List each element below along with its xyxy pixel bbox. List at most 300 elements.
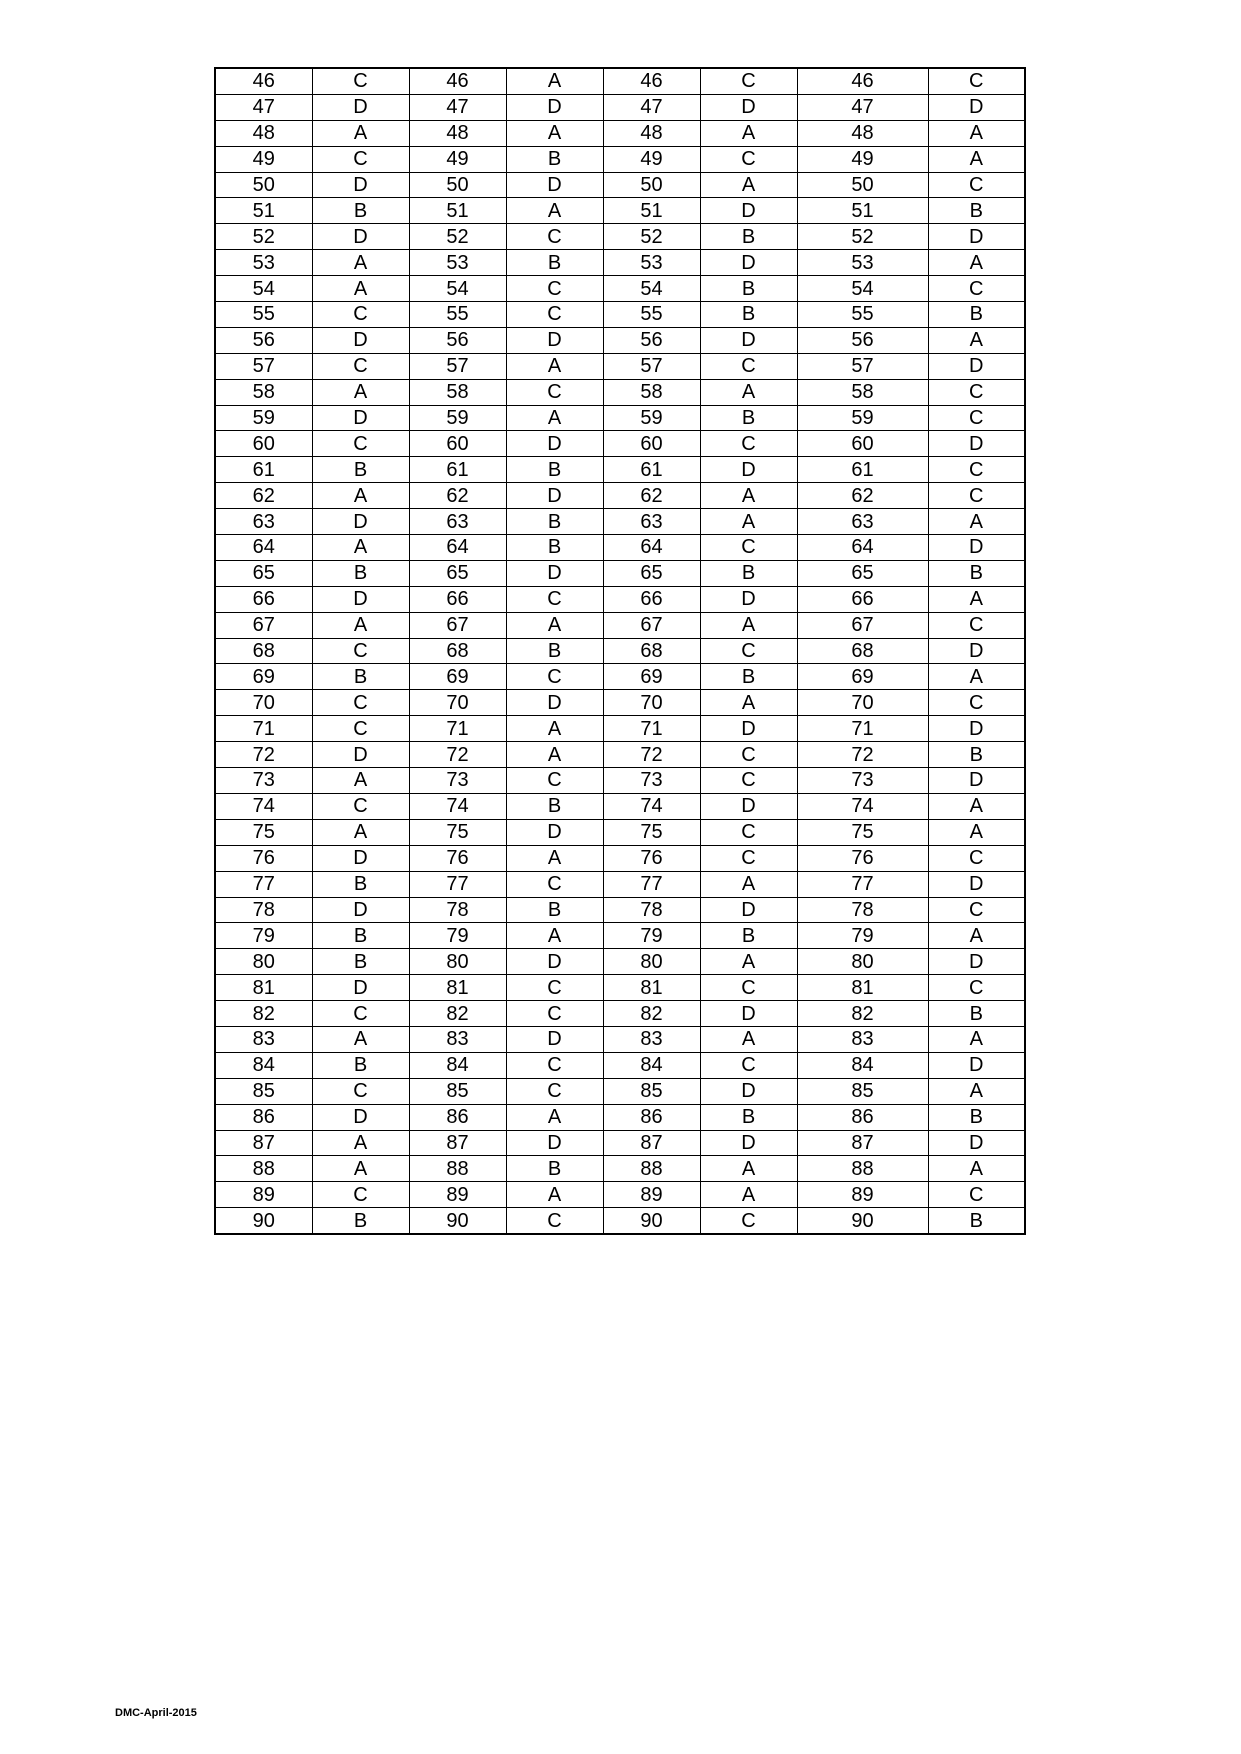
answer-letter-cell: D bbox=[506, 560, 603, 586]
table-row bbox=[215, 664, 1025, 690]
answer-letter-cell: B bbox=[312, 560, 409, 586]
table-row bbox=[215, 586, 1025, 612]
table-row bbox=[215, 1104, 1025, 1130]
question-number-cell: 66 bbox=[797, 586, 928, 612]
question-number-cell: 66 bbox=[409, 586, 506, 612]
answer-letter-cell: A bbox=[312, 612, 409, 638]
question-number-cell: 63 bbox=[409, 509, 506, 535]
answer-letter-cell: C bbox=[312, 68, 409, 94]
question-number-cell: 62 bbox=[409, 483, 506, 509]
answer-letter-cell: D bbox=[506, 1026, 603, 1052]
question-number-cell: 74 bbox=[409, 793, 506, 819]
question-number-cell: 58 bbox=[215, 379, 312, 405]
table-row bbox=[215, 1001, 1025, 1027]
table-row bbox=[215, 250, 1025, 276]
answer-letter-cell: C bbox=[506, 1078, 603, 1104]
answer-letter-cell: C bbox=[928, 276, 1025, 302]
question-number-cell: 72 bbox=[603, 742, 700, 768]
question-number-cell: 58 bbox=[797, 379, 928, 405]
question-number-cell: 83 bbox=[409, 1026, 506, 1052]
answer-letter-cell: A bbox=[506, 405, 603, 431]
table-row bbox=[215, 327, 1025, 353]
question-number-cell: 62 bbox=[215, 483, 312, 509]
question-number-cell: 60 bbox=[409, 431, 506, 457]
question-number-cell: 67 bbox=[409, 612, 506, 638]
question-number-cell: 75 bbox=[409, 819, 506, 845]
table-row bbox=[215, 638, 1025, 664]
question-number-cell: 70 bbox=[215, 690, 312, 716]
question-number-cell: 65 bbox=[797, 560, 928, 586]
answer-letter-cell: C bbox=[312, 638, 409, 664]
question-number-cell: 51 bbox=[215, 198, 312, 224]
answer-letter-cell: C bbox=[700, 1208, 797, 1234]
answer-letter-cell: B bbox=[928, 1001, 1025, 1027]
answer-letter-cell: D bbox=[700, 716, 797, 742]
answer-letter-cell: A bbox=[700, 509, 797, 535]
answer-letter-cell: C bbox=[928, 405, 1025, 431]
answer-letter-cell: A bbox=[928, 327, 1025, 353]
answer-letter-cell: B bbox=[506, 1156, 603, 1182]
table-row bbox=[215, 1208, 1025, 1234]
answer-letter-cell: A bbox=[506, 845, 603, 871]
answer-letter-cell: A bbox=[506, 68, 603, 94]
question-number-cell: 88 bbox=[409, 1156, 506, 1182]
answer-letter-cell: D bbox=[506, 819, 603, 845]
question-number-cell: 86 bbox=[797, 1104, 928, 1130]
question-number-cell: 83 bbox=[797, 1026, 928, 1052]
answer-letter-cell: A bbox=[506, 198, 603, 224]
answer-letter-cell: D bbox=[928, 224, 1025, 250]
table-row bbox=[215, 120, 1025, 146]
table-row bbox=[215, 742, 1025, 768]
table-row bbox=[215, 1130, 1025, 1156]
table-row bbox=[215, 1156, 1025, 1182]
question-number-cell: 54 bbox=[797, 276, 928, 302]
answer-letter-cell: D bbox=[928, 949, 1025, 975]
answer-letter-cell: B bbox=[700, 224, 797, 250]
answer-letter-cell: C bbox=[506, 1052, 603, 1078]
question-number-cell: 80 bbox=[603, 949, 700, 975]
question-number-cell: 72 bbox=[215, 742, 312, 768]
answer-letter-cell: D bbox=[312, 586, 409, 612]
question-number-cell: 51 bbox=[603, 198, 700, 224]
answer-letter-cell: C bbox=[928, 483, 1025, 509]
answer-letter-cell: A bbox=[506, 1104, 603, 1130]
question-number-cell: 55 bbox=[215, 302, 312, 328]
question-number-cell: 57 bbox=[603, 353, 700, 379]
question-number-cell: 81 bbox=[215, 975, 312, 1001]
question-number-cell: 61 bbox=[215, 457, 312, 483]
answer-letter-cell: B bbox=[506, 793, 603, 819]
question-number-cell: 63 bbox=[797, 509, 928, 535]
answer-letter-cell: A bbox=[506, 716, 603, 742]
question-number-cell: 89 bbox=[215, 1182, 312, 1208]
question-number-cell: 64 bbox=[215, 535, 312, 561]
answer-letter-cell: D bbox=[700, 457, 797, 483]
question-number-cell: 86 bbox=[409, 1104, 506, 1130]
answer-letter-cell: C bbox=[312, 302, 409, 328]
table-row bbox=[215, 897, 1025, 923]
question-number-cell: 90 bbox=[409, 1208, 506, 1234]
question-number-cell: 52 bbox=[215, 224, 312, 250]
question-number-cell: 53 bbox=[797, 250, 928, 276]
answer-letter-cell: A bbox=[928, 793, 1025, 819]
question-number-cell: 73 bbox=[215, 768, 312, 794]
answer-letter-cell: D bbox=[700, 1078, 797, 1104]
question-number-cell: 86 bbox=[603, 1104, 700, 1130]
question-number-cell: 78 bbox=[603, 897, 700, 923]
question-number-cell: 71 bbox=[797, 716, 928, 742]
answer-letter-cell: A bbox=[928, 664, 1025, 690]
table-row bbox=[215, 612, 1025, 638]
answer-letter-cell: A bbox=[928, 923, 1025, 949]
question-number-cell: 46 bbox=[409, 68, 506, 94]
answer-letter-cell: D bbox=[506, 1130, 603, 1156]
table-row bbox=[215, 690, 1025, 716]
question-number-cell: 90 bbox=[797, 1208, 928, 1234]
table-row bbox=[215, 172, 1025, 198]
question-number-cell: 66 bbox=[215, 586, 312, 612]
table-row bbox=[215, 975, 1025, 1001]
answer-letter-cell: C bbox=[700, 638, 797, 664]
table-row bbox=[215, 224, 1025, 250]
answer-letter-cell: B bbox=[700, 405, 797, 431]
question-number-cell: 53 bbox=[603, 250, 700, 276]
answer-letter-cell: D bbox=[312, 1104, 409, 1130]
answer-letter-cell: D bbox=[312, 509, 409, 535]
answer-letter-cell: C bbox=[700, 819, 797, 845]
question-number-cell: 75 bbox=[215, 819, 312, 845]
answer-letter-cell: C bbox=[928, 457, 1025, 483]
question-number-cell: 64 bbox=[603, 535, 700, 561]
question-number-cell: 89 bbox=[409, 1182, 506, 1208]
question-number-cell: 74 bbox=[215, 793, 312, 819]
table-row bbox=[215, 716, 1025, 742]
question-number-cell: 82 bbox=[409, 1001, 506, 1027]
answer-letter-cell: C bbox=[506, 224, 603, 250]
question-number-cell: 69 bbox=[797, 664, 928, 690]
question-number-cell: 58 bbox=[409, 379, 506, 405]
question-number-cell: 85 bbox=[409, 1078, 506, 1104]
answer-letter-cell: A bbox=[312, 1026, 409, 1052]
answer-letter-cell: C bbox=[312, 431, 409, 457]
answer-letter-cell: D bbox=[700, 250, 797, 276]
question-number-cell: 63 bbox=[603, 509, 700, 535]
question-number-cell: 61 bbox=[409, 457, 506, 483]
answer-letter-cell: A bbox=[700, 949, 797, 975]
answer-letter-cell: D bbox=[928, 535, 1025, 561]
answer-letter-cell: D bbox=[928, 1052, 1025, 1078]
answer-letter-cell: C bbox=[506, 871, 603, 897]
question-number-cell: 56 bbox=[215, 327, 312, 353]
question-number-cell: 75 bbox=[797, 819, 928, 845]
answer-letter-cell: A bbox=[506, 353, 603, 379]
question-number-cell: 51 bbox=[409, 198, 506, 224]
answer-letter-cell: A bbox=[928, 819, 1025, 845]
question-number-cell: 53 bbox=[409, 250, 506, 276]
question-number-cell: 67 bbox=[797, 612, 928, 638]
answer-letter-cell: C bbox=[506, 586, 603, 612]
question-number-cell: 46 bbox=[603, 68, 700, 94]
answer-letter-cell: A bbox=[312, 483, 409, 509]
question-number-cell: 67 bbox=[215, 612, 312, 638]
question-number-cell: 52 bbox=[797, 224, 928, 250]
answer-letter-cell: D bbox=[928, 353, 1025, 379]
answer-letter-cell: D bbox=[506, 690, 603, 716]
answer-letter-cell: D bbox=[506, 483, 603, 509]
question-number-cell: 54 bbox=[215, 276, 312, 302]
answer-letter-cell: C bbox=[506, 1208, 603, 1234]
question-number-cell: 73 bbox=[603, 768, 700, 794]
answer-letter-cell: A bbox=[312, 379, 409, 405]
question-number-cell: 79 bbox=[215, 923, 312, 949]
question-number-cell: 88 bbox=[215, 1156, 312, 1182]
table-row bbox=[215, 198, 1025, 224]
answer-letter-cell: A bbox=[700, 379, 797, 405]
answer-letter-cell: D bbox=[312, 224, 409, 250]
question-number-cell: 64 bbox=[409, 535, 506, 561]
table-row bbox=[215, 276, 1025, 302]
answer-letter-cell: B bbox=[700, 560, 797, 586]
answer-letter-cell: B bbox=[928, 1208, 1025, 1234]
answer-letter-cell: D bbox=[312, 327, 409, 353]
table-row bbox=[215, 560, 1025, 586]
answer-letter-cell: B bbox=[928, 742, 1025, 768]
answer-letter-cell: B bbox=[506, 535, 603, 561]
table-row bbox=[215, 483, 1025, 509]
question-number-cell: 49 bbox=[797, 146, 928, 172]
answer-letter-cell: A bbox=[312, 276, 409, 302]
answer-letter-cell: B bbox=[506, 250, 603, 276]
question-number-cell: 71 bbox=[603, 716, 700, 742]
question-number-cell: 77 bbox=[797, 871, 928, 897]
answer-letter-cell: B bbox=[700, 1104, 797, 1130]
answer-letter-cell: B bbox=[700, 664, 797, 690]
question-number-cell: 69 bbox=[409, 664, 506, 690]
answer-letter-cell: B bbox=[928, 560, 1025, 586]
answer-letter-cell: A bbox=[312, 1156, 409, 1182]
answer-letter-cell: B bbox=[506, 457, 603, 483]
question-number-cell: 48 bbox=[215, 120, 312, 146]
question-number-cell: 81 bbox=[603, 975, 700, 1001]
question-number-cell: 48 bbox=[797, 120, 928, 146]
answer-letter-cell: B bbox=[312, 871, 409, 897]
answer-letter-cell: A bbox=[928, 146, 1025, 172]
answer-letter-cell: D bbox=[928, 871, 1025, 897]
answer-letter-cell: C bbox=[506, 768, 603, 794]
question-number-cell: 47 bbox=[215, 94, 312, 120]
document-code: DMC-April-2015 bbox=[115, 1707, 197, 1719]
question-number-cell: 82 bbox=[797, 1001, 928, 1027]
question-number-cell: 90 bbox=[603, 1208, 700, 1234]
answer-letter-cell: C bbox=[506, 664, 603, 690]
answer-letter-cell: A bbox=[928, 586, 1025, 612]
answer-letter-cell: B bbox=[312, 198, 409, 224]
answer-letter-cell: A bbox=[700, 612, 797, 638]
answer-letter-cell: D bbox=[700, 198, 797, 224]
question-number-cell: 47 bbox=[409, 94, 506, 120]
answer-letter-cell: C bbox=[312, 353, 409, 379]
answer-letter-cell: C bbox=[928, 897, 1025, 923]
answer-letter-cell: A bbox=[506, 742, 603, 768]
question-number-cell: 75 bbox=[603, 819, 700, 845]
answer-letter-cell: C bbox=[700, 845, 797, 871]
answer-letter-cell: C bbox=[506, 379, 603, 405]
answer-letter-cell: C bbox=[700, 742, 797, 768]
answer-letter-cell: D bbox=[928, 431, 1025, 457]
answer-letter-cell: D bbox=[700, 94, 797, 120]
table-row bbox=[215, 509, 1025, 535]
answer-letter-cell: D bbox=[700, 1001, 797, 1027]
answer-letter-cell: D bbox=[700, 1130, 797, 1156]
answer-letter-cell: C bbox=[312, 690, 409, 716]
question-number-cell: 52 bbox=[409, 224, 506, 250]
answer-letter-cell: B bbox=[700, 276, 797, 302]
question-number-cell: 89 bbox=[797, 1182, 928, 1208]
question-number-cell: 85 bbox=[797, 1078, 928, 1104]
answer-key-body bbox=[215, 68, 1025, 1234]
question-number-cell: 49 bbox=[603, 146, 700, 172]
answer-letter-cell: D bbox=[312, 897, 409, 923]
question-number-cell: 48 bbox=[603, 120, 700, 146]
answer-letter-cell: B bbox=[312, 1052, 409, 1078]
answer-letter-cell: C bbox=[700, 975, 797, 1001]
answer-letter-cell: C bbox=[312, 146, 409, 172]
answer-letter-cell: A bbox=[928, 250, 1025, 276]
question-number-cell: 62 bbox=[603, 483, 700, 509]
answer-letter-cell: C bbox=[928, 845, 1025, 871]
question-number-cell: 79 bbox=[797, 923, 928, 949]
answer-letter-cell: D bbox=[506, 327, 603, 353]
question-number-cell: 56 bbox=[409, 327, 506, 353]
question-number-cell: 57 bbox=[797, 353, 928, 379]
question-number-cell: 88 bbox=[603, 1156, 700, 1182]
answer-letter-cell: C bbox=[928, 612, 1025, 638]
table-row bbox=[215, 535, 1025, 561]
table-row bbox=[215, 1078, 1025, 1104]
question-number-cell: 89 bbox=[603, 1182, 700, 1208]
answer-letter-cell: A bbox=[928, 120, 1025, 146]
answer-letter-cell: B bbox=[700, 302, 797, 328]
table-row bbox=[215, 405, 1025, 431]
question-number-cell: 59 bbox=[603, 405, 700, 431]
question-number-cell: 87 bbox=[603, 1130, 700, 1156]
question-number-cell: 57 bbox=[215, 353, 312, 379]
answer-letter-cell: C bbox=[928, 172, 1025, 198]
answer-letter-cell: A bbox=[312, 768, 409, 794]
question-number-cell: 84 bbox=[215, 1052, 312, 1078]
question-number-cell: 50 bbox=[409, 172, 506, 198]
question-number-cell: 88 bbox=[797, 1156, 928, 1182]
answer-letter-cell: C bbox=[928, 1182, 1025, 1208]
answer-letter-cell: A bbox=[312, 120, 409, 146]
question-number-cell: 78 bbox=[797, 897, 928, 923]
table-row bbox=[215, 923, 1025, 949]
answer-letter-cell: B bbox=[700, 923, 797, 949]
question-number-cell: 58 bbox=[603, 379, 700, 405]
question-number-cell: 69 bbox=[215, 664, 312, 690]
answer-key-table bbox=[214, 67, 1026, 1235]
question-number-cell: 79 bbox=[603, 923, 700, 949]
question-number-cell: 59 bbox=[215, 405, 312, 431]
question-number-cell: 90 bbox=[215, 1208, 312, 1234]
answer-letter-cell: C bbox=[928, 379, 1025, 405]
question-number-cell: 46 bbox=[215, 68, 312, 94]
answer-letter-cell: D bbox=[700, 897, 797, 923]
question-number-cell: 65 bbox=[215, 560, 312, 586]
answer-letter-cell: C bbox=[700, 431, 797, 457]
question-number-cell: 57 bbox=[409, 353, 506, 379]
answer-letter-cell: C bbox=[700, 1052, 797, 1078]
question-number-cell: 47 bbox=[603, 94, 700, 120]
question-number-cell: 87 bbox=[215, 1130, 312, 1156]
question-number-cell: 56 bbox=[797, 327, 928, 353]
answer-letter-cell: B bbox=[506, 509, 603, 535]
answer-letter-cell: A bbox=[506, 612, 603, 638]
question-number-cell: 55 bbox=[603, 302, 700, 328]
question-number-cell: 77 bbox=[603, 871, 700, 897]
answer-letter-cell: A bbox=[700, 1156, 797, 1182]
question-number-cell: 78 bbox=[409, 897, 506, 923]
question-number-cell: 49 bbox=[215, 146, 312, 172]
question-number-cell: 46 bbox=[797, 68, 928, 94]
question-number-cell: 80 bbox=[409, 949, 506, 975]
question-number-cell: 82 bbox=[603, 1001, 700, 1027]
answer-letter-cell: D bbox=[700, 586, 797, 612]
answer-letter-cell: A bbox=[700, 1182, 797, 1208]
answer-letter-cell: C bbox=[700, 768, 797, 794]
answer-letter-cell: D bbox=[700, 793, 797, 819]
answer-letter-cell: D bbox=[312, 975, 409, 1001]
answer-letter-cell: B bbox=[506, 638, 603, 664]
question-number-cell: 68 bbox=[797, 638, 928, 664]
table-row bbox=[215, 871, 1025, 897]
answer-letter-cell: B bbox=[506, 146, 603, 172]
question-number-cell: 53 bbox=[215, 250, 312, 276]
answer-letter-cell: C bbox=[506, 302, 603, 328]
answer-letter-cell: A bbox=[312, 250, 409, 276]
question-number-cell: 65 bbox=[603, 560, 700, 586]
question-number-cell: 50 bbox=[215, 172, 312, 198]
answer-letter-cell: D bbox=[312, 94, 409, 120]
answer-letter-cell: D bbox=[506, 172, 603, 198]
question-number-cell: 84 bbox=[797, 1052, 928, 1078]
question-number-cell: 76 bbox=[603, 845, 700, 871]
question-number-cell: 66 bbox=[603, 586, 700, 612]
answer-letter-cell: A bbox=[700, 690, 797, 716]
question-number-cell: 68 bbox=[409, 638, 506, 664]
answer-letter-cell: C bbox=[928, 975, 1025, 1001]
table-row bbox=[215, 94, 1025, 120]
question-number-cell: 51 bbox=[797, 198, 928, 224]
question-number-cell: 61 bbox=[797, 457, 928, 483]
table-row bbox=[215, 353, 1025, 379]
question-number-cell: 80 bbox=[215, 949, 312, 975]
table-row bbox=[215, 431, 1025, 457]
table-row bbox=[215, 819, 1025, 845]
question-number-cell: 84 bbox=[603, 1052, 700, 1078]
answer-letter-cell: A bbox=[312, 819, 409, 845]
question-number-cell: 59 bbox=[409, 405, 506, 431]
answer-letter-cell: D bbox=[928, 1130, 1025, 1156]
question-number-cell: 80 bbox=[797, 949, 928, 975]
question-number-cell: 55 bbox=[409, 302, 506, 328]
question-number-cell: 87 bbox=[409, 1130, 506, 1156]
answer-letter-cell: C bbox=[928, 68, 1025, 94]
answer-letter-cell: B bbox=[928, 198, 1025, 224]
answer-letter-cell: D bbox=[700, 327, 797, 353]
question-number-cell: 76 bbox=[797, 845, 928, 871]
